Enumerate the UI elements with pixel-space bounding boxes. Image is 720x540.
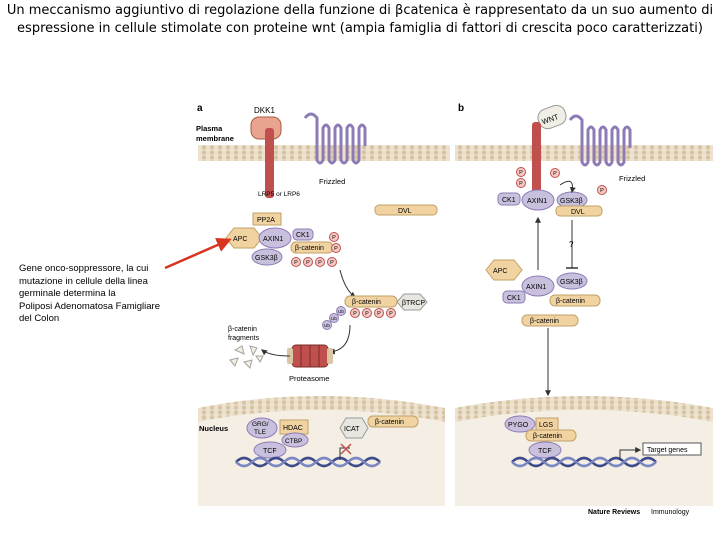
plasma-membrane-label-2: membrane <box>196 134 234 143</box>
phospho-letter: P <box>519 170 523 176</box>
frizzled-label-b: Frizzled <box>619 174 646 183</box>
ctbp-label: CTBP <box>285 438 303 445</box>
phospho-letter: P <box>353 311 357 317</box>
phospho-letter: P <box>377 311 381 317</box>
phospho-letter: P <box>553 171 557 177</box>
ubiquitin <box>323 321 332 330</box>
lgs-label: LGS <box>539 422 554 429</box>
gsk3b-label-top: GSK3β <box>560 198 583 205</box>
phospho-tag <box>517 168 526 177</box>
note-line: germinale determina la <box>19 288 116 299</box>
phospho-letter: P <box>330 260 334 266</box>
ck1-label-top: CK1 <box>502 197 516 204</box>
beta-catenin-label-free: β-catenin <box>530 318 559 325</box>
fragments-label-1: β-catenin <box>228 326 257 333</box>
panel-b-label: b <box>458 103 465 114</box>
frizzled-label-a: Frizzled <box>319 177 346 186</box>
journal-name: Nature Reviews <box>588 509 641 516</box>
lrp-receptor-b <box>532 122 541 192</box>
phospho-letter: P <box>318 260 322 266</box>
ck1-label-b: CK1 <box>507 295 521 302</box>
lrp-label: LRP5 or LRP6 <box>258 191 300 198</box>
phospho-tag <box>330 233 339 242</box>
dvl-label-b: DVL <box>571 209 585 216</box>
note-line: Gene onco-soppressore, la cui <box>19 263 149 274</box>
phospho-tag <box>598 186 607 195</box>
ub-letter: Ub <box>338 309 344 314</box>
grg-label-1: GRG/ <box>252 421 269 428</box>
phospho-letter: P <box>294 260 298 266</box>
nucleus-label: Nucleus <box>199 424 229 433</box>
dvl-label-a: DVL <box>398 208 412 215</box>
target-genes-label: Target genes <box>647 447 688 454</box>
beta-catenin-label-nucleus-b: β-catenin <box>533 433 562 440</box>
phospho-tag <box>363 309 372 318</box>
phospho-letter: P <box>389 311 393 317</box>
phospho-tag <box>387 309 396 318</box>
ub-letter: Ub <box>324 323 330 328</box>
lrp-receptor-a <box>265 128 274 198</box>
pygo-label: PYGO <box>508 422 529 429</box>
panel-a-label: a <box>197 103 203 114</box>
ubiquitin <box>330 314 339 323</box>
pp2a-label: PP2A <box>257 217 275 224</box>
journal-section: Immunology <box>651 509 690 516</box>
phospho-letter: P <box>306 260 310 266</box>
proteasome-label: Proteasome <box>289 374 330 383</box>
phospho-letter: P <box>600 188 604 194</box>
note-line: mutazione in cellule della linea <box>19 275 148 287</box>
ubiquitin <box>337 307 346 316</box>
apc-label-b: APC <box>493 268 508 275</box>
phospho-tag <box>375 309 384 318</box>
apc-label-a: APC <box>233 236 248 243</box>
title-line-1: Un meccanismo aggiuntivo di regolazione della funzione di βcatenica è rappresentato da un suo aumento di <box>6 3 714 18</box>
tcf-label-b: TCF <box>538 448 552 455</box>
axin1-label-b: AXIN1 <box>526 284 547 291</box>
question-mark: ? <box>569 240 574 249</box>
phospho-tag <box>304 258 313 267</box>
title-line-2: espressione in cellule stimolate con proteine wnt (ampia famiglia di fattori di crescita poco caratterizzati) <box>17 21 703 36</box>
phospho-letter: P <box>519 181 523 187</box>
grg-label-2: TLE <box>254 429 266 436</box>
fragments-label-2: fragments <box>228 335 260 342</box>
phospho-tag <box>292 258 301 267</box>
note-line: del Colon <box>19 313 60 324</box>
ub-letter: Ub <box>331 316 337 321</box>
apc-annotation-note <box>19 263 189 326</box>
beta-catenin-label-complex-b: β-catenin <box>556 298 585 305</box>
axin1-label-top: AXIN1 <box>527 198 548 205</box>
plasma-membrane-b <box>455 145 713 161</box>
dkk1-label: DKK1 <box>254 106 275 115</box>
phospho-letter: P <box>334 246 338 252</box>
note-line: Poliposi Adenomatosa Famigliare <box>19 300 160 312</box>
icat-label: ICAT <box>344 426 360 433</box>
gsk3b-label-b: GSK3β <box>560 279 583 286</box>
phospho-tag <box>517 179 526 188</box>
phospho-tag <box>316 258 325 267</box>
phospho-tag <box>551 169 560 178</box>
phospho-tag <box>351 309 360 318</box>
proteasome-cap <box>327 348 333 364</box>
phospho-letter: P <box>332 235 336 241</box>
plasma-membrane-label-1: Plasma <box>196 124 223 133</box>
beta-catenin-label-ub: β-catenin <box>352 299 381 306</box>
btrcp-label: βTRCP <box>402 300 426 307</box>
beta-catenin-label-nucleus-a: β-catenin <box>375 419 404 426</box>
gsk3b-label-a: GSK3β <box>255 255 278 262</box>
ck1-label-a: CK1 <box>296 232 310 239</box>
axin1-label-a: AXIN1 <box>263 236 284 243</box>
tcf-label-a: TCF <box>263 448 277 455</box>
beta-catenin-label-complex-a: β-catenin <box>295 245 324 252</box>
wnt-label: WNT <box>540 112 560 127</box>
hdac-label: HDAC <box>283 425 303 432</box>
phospho-letter: P <box>365 311 369 317</box>
proteasome <box>287 345 333 367</box>
phospho-tag <box>328 258 337 267</box>
phospho-tag <box>332 244 341 253</box>
